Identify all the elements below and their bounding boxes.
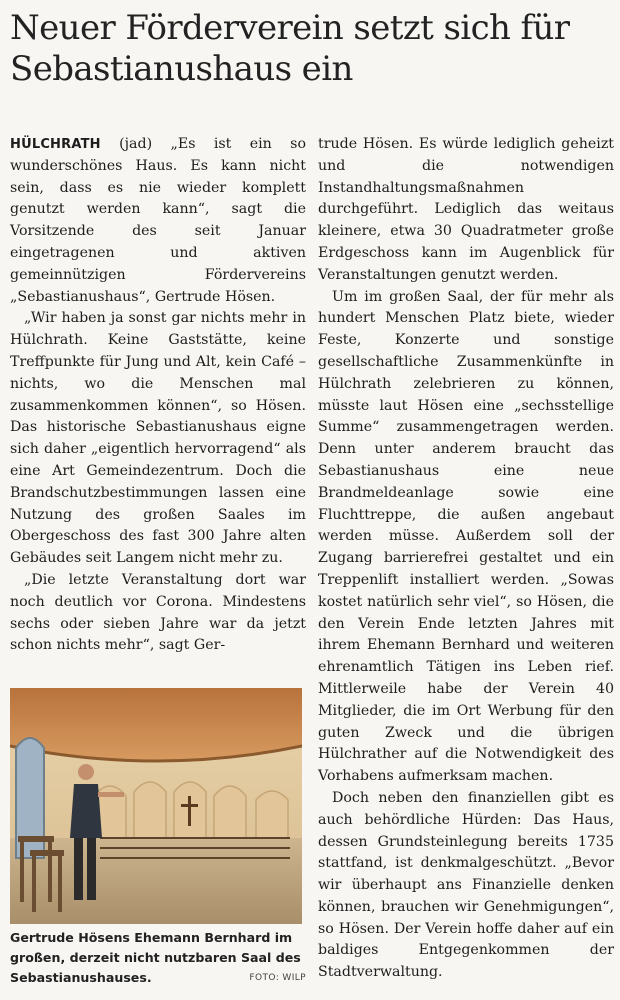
article-column-left xyxy=(10,134,306,657)
paragraph: „Die letzte Veranstaltung dort war noch deutlich vor Corona. Mindestens sechs oder sieben Jahre war da jetzt schon nichts mehr“, sagt Ger- xyxy=(10,571,306,654)
paragraph: „Wir haben ja sonst gar nichts mehr in Hülchrath. Keine Gaststätte, keine Treffpunkte für Jung und Alt, kein Café – nichts, wo die Menschen mal zusammenkommen können“, so Hösen. Das historische Sebastianushaus eigne sich daher „eigentlich hervorragend“ als eine Art Gemeindezentrum. Doch die Brandschutzbestimmungen lassen eine Nutzung des großen Saales im Obergeschoss des fast 300 Jahre alten Gebäudes seit Langem nicht mehr zu. xyxy=(10,310,306,567)
author: (jad) xyxy=(119,136,153,152)
photo-credit: FOTO: WILP xyxy=(249,973,306,983)
paragraph: Doch neben den finanziellen gibt es auch behördliche Hürden: Das Haus, dessen Grundsteinlegung bereits 1735 stattfand, ist denkmalgeschützt. „Bevor wir überhaupt ans Finanzielle denken können, brauchen wir Genehmigungen“, so Hösen. Der Verein hoffe daher auf ein baldiges Entgegenkommen der Stadtverwaltung. xyxy=(318,789,614,981)
paragraph-text: „Es ist ein so wunderschönes Haus. Es kann nicht sein, dass es nie wieder komplett genutzt werden kann“, sagt die Vorsitzende des seit Januar eingetragenen und aktiven gemeinnützigen Fördervereins „Sebastianushaus“, Gertrude Hösen. xyxy=(10,136,307,305)
dateline: HÜLCHRATH xyxy=(10,137,101,152)
article-photo xyxy=(10,688,302,924)
hall-ceiling xyxy=(10,688,302,761)
paragraph: Um im großen Saal, der für mehr als hundert Menschen Platz biete, wieder Feste, Konzerte und sonstige gesellschaftliche Zusammenkünfte in Hülchrath zelebrieren zu können, müsste laut Hösen eine „sechsstellige Summe“ zusammengetragen werden. Denn unter anderem braucht das Sebastianushaus eine neue Brandmeldeanlage sowie eine Fluchttreppe, die außen angebaut werden müsse. Außerdem soll der Zugang barrierefrei gestaltet und ein Treppenlift installiert werden. „Sowas kostet natürlich sehr viel“, so Hösen, die den Verein Ende letzten Jahres mit ihrem Ehemann Bernhard und weiteren ehrenamtlich Tätigen ins Leben rief. Mittlerweile habe der Verein 40 Mitglieder, die im Ort Werbung für den guten Zweck und die übrigen Hülchrather auf die Notwendigkeit des Vorhabens aufmerksam machen. xyxy=(318,288,614,785)
photo-caption xyxy=(10,928,306,988)
caption-text: Gertrude Hösens Ehemann Bernhard im großen, derzeit nicht nutzbaren Saal des Sebastianushauses. xyxy=(10,930,301,985)
paragraph: trude Hösen. Es würde lediglich geheizt und die notwendigen Instandhaltungsmaßnahmen durchgeführt. Lediglich das weitaus kleinere, etwa 30 Quadratmeter große Erdgeschoss kann im Augenblick für Veranstaltungen genutzt werden. xyxy=(318,136,614,283)
headline: Neuer Förderverein setzt sich für Sebastianushaus ein xyxy=(10,8,570,89)
article-column-right xyxy=(318,134,614,984)
paragraph xyxy=(10,134,306,308)
photo-illustration xyxy=(10,688,302,924)
